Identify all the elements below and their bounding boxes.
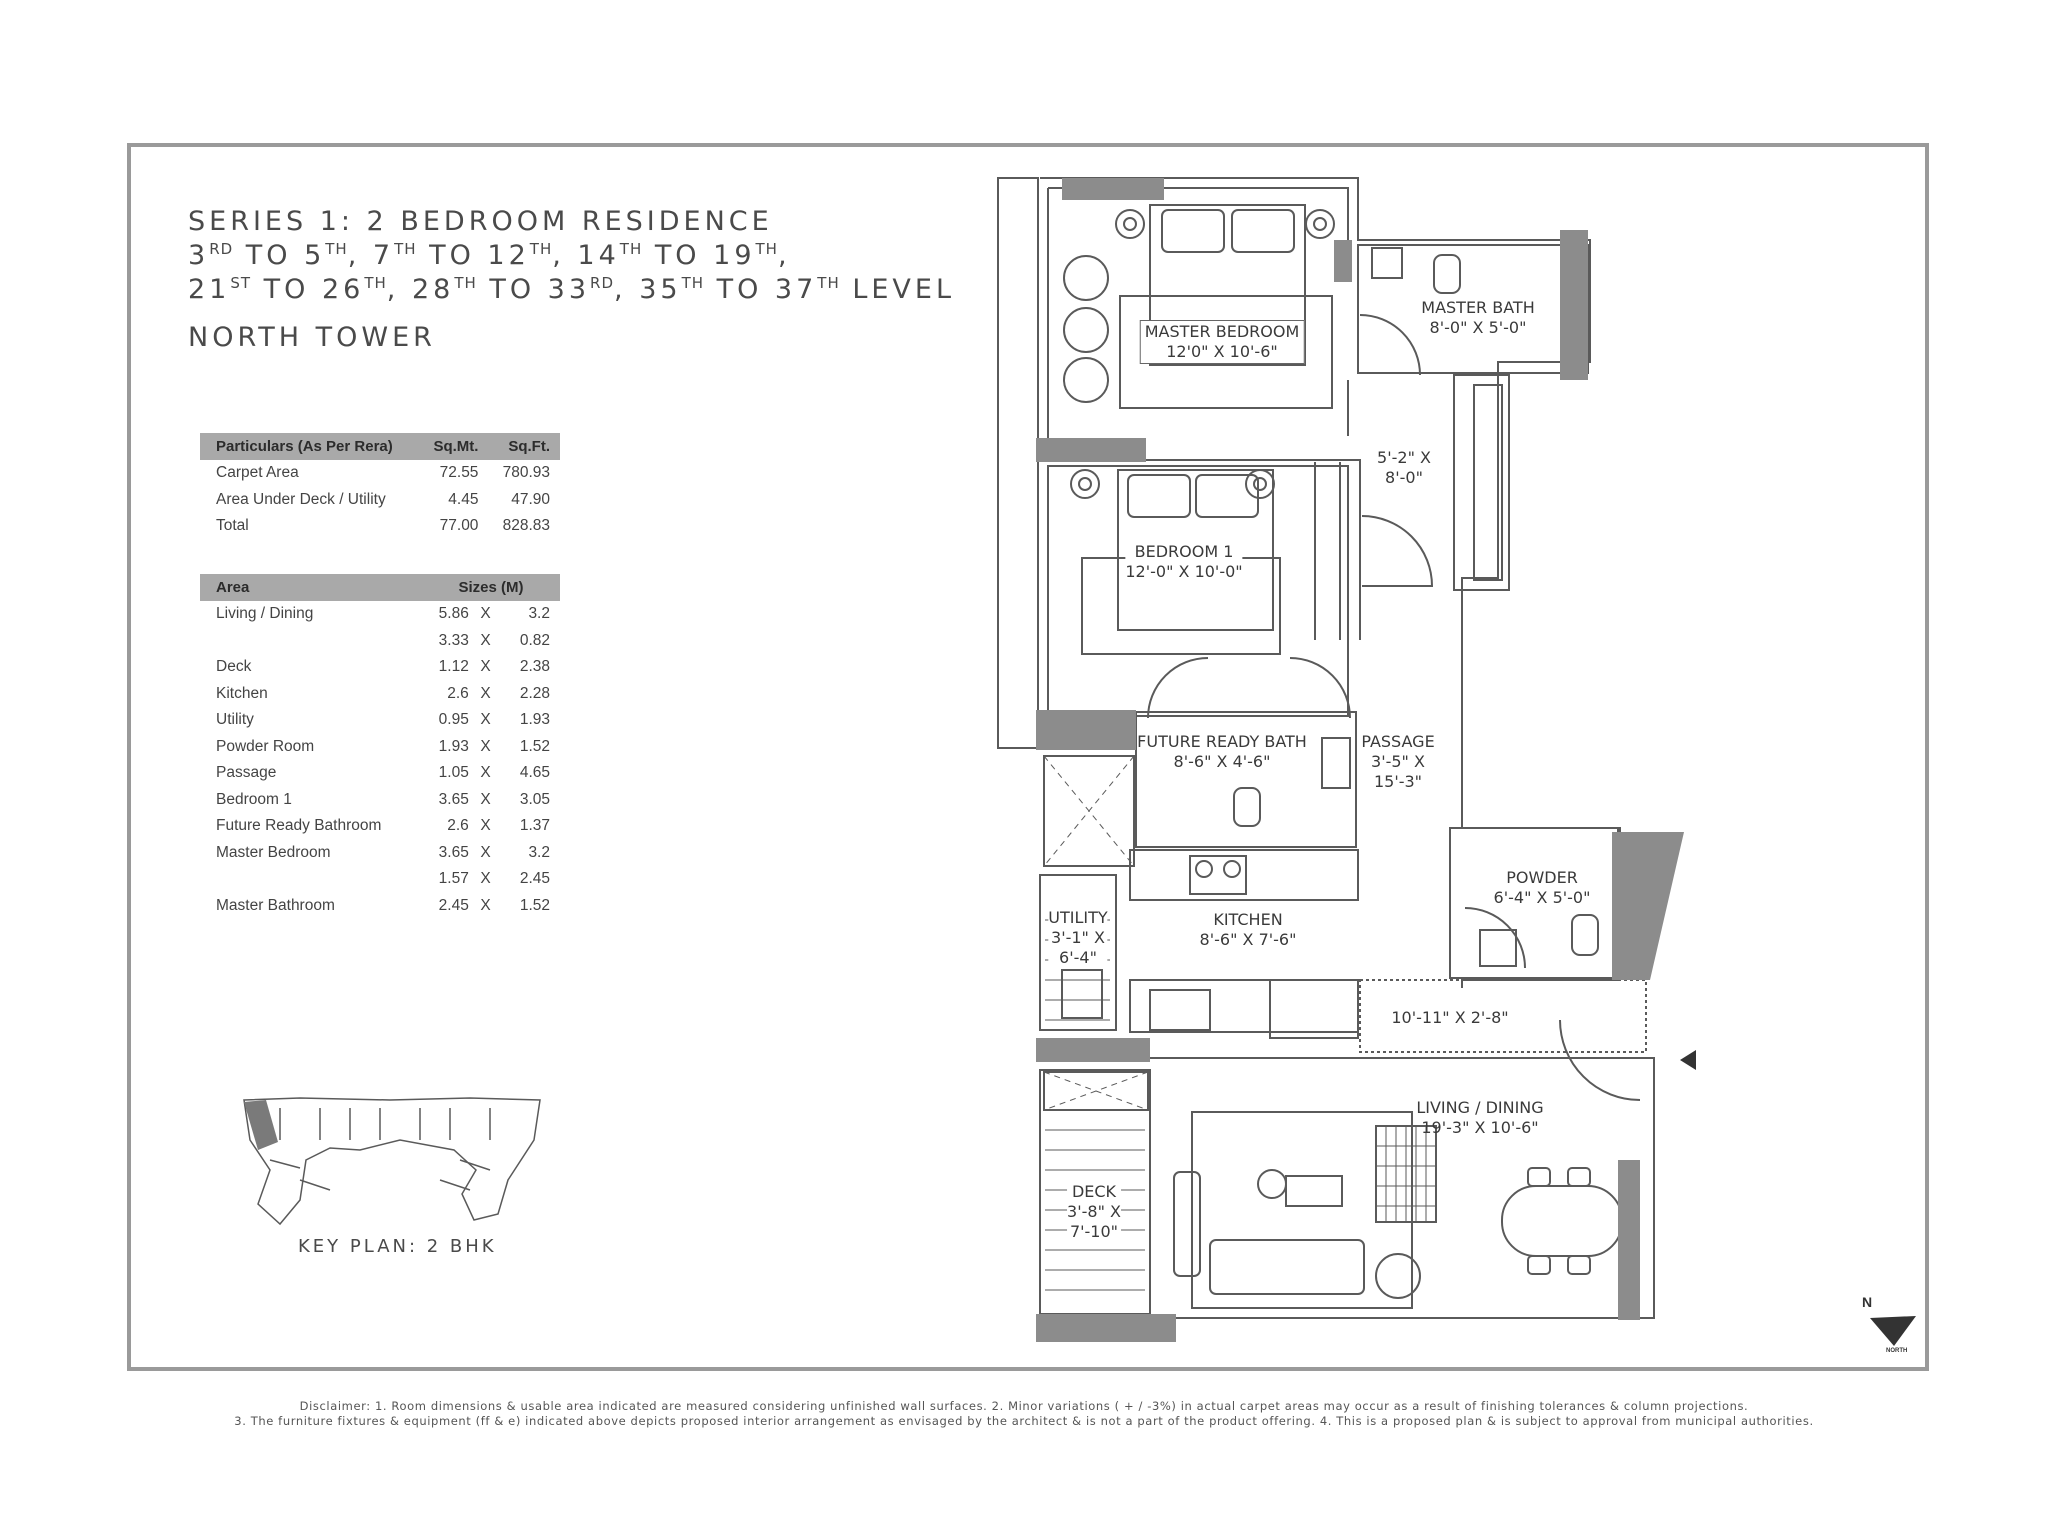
master-bath-size: 8'-0" X 5'-0": [1429, 318, 1527, 337]
size-x: X: [480, 605, 491, 623]
size-width: 0.82: [519, 631, 550, 649]
size-x: X: [480, 790, 491, 808]
future-bath-name: FUTURE READY BATH: [1137, 732, 1307, 751]
size-width: 4.65: [519, 764, 550, 782]
area-particular: Area Under Deck / Utility: [216, 490, 386, 508]
size-width: 1.52: [519, 737, 550, 755]
size-area-name: Kitchen: [216, 684, 268, 702]
closet-size-b: 8'-0": [1385, 468, 1423, 487]
size-area-name: Future Ready Bathroom: [216, 817, 382, 835]
size-area-name: Bedroom 1: [216, 790, 292, 808]
size-width: 2.28: [519, 684, 550, 702]
deck-name: DECK: [1071, 1182, 1117, 1201]
bedroom1-name: BEDROOM 1: [1134, 542, 1234, 561]
living-rug: [1192, 1112, 1412, 1308]
size-x: X: [480, 631, 491, 649]
size-x: X: [480, 764, 491, 782]
size-length: 5.86: [438, 605, 469, 623]
disclaimer-line-1: Disclaimer: 1. Room dimensions & usable area indicated are measured considering unfinished wall surfaces. 2. Minor variations ( + / -3%) in actual carpet areas may occur as a result of finishing tolerances & column projections.: [299, 1399, 1749, 1413]
size-length: 0.95: [438, 711, 469, 729]
passage-size-a: 3'-5" X: [1371, 752, 1425, 771]
future-bath-size: 8'-6" X 4'-6": [1173, 752, 1271, 771]
size-area-name: Master Bathroom: [216, 896, 335, 914]
size-width: 3.2: [528, 843, 550, 861]
size-length: 1.05: [438, 764, 469, 782]
key-plan-unit-highlight: [244, 1100, 278, 1150]
disclaimer: [0, 1399, 2048, 1429]
area-sqft: 47.90: [511, 490, 550, 508]
size-area-name: Deck: [216, 658, 252, 676]
size-width: 2.45: [519, 870, 550, 888]
sofa: [1210, 1240, 1364, 1294]
size-length: 3.65: [438, 790, 469, 808]
levels-line-2: 21ST TO 26TH, 28TH TO 33RD, 35TH TO 37TH LEVEL: [188, 274, 956, 305]
size-length: 2.6: [447, 817, 469, 835]
size-width: 1.37: [519, 817, 550, 835]
deck-size-b: 7'-10": [1069, 1222, 1119, 1241]
bedroom1-label: [1125, 542, 1242, 582]
area-sqft: 828.83: [502, 517, 550, 535]
size-area-name: Powder Room: [216, 737, 315, 755]
extension-size: 10'-11" X 2'-8": [1391, 1008, 1509, 1027]
passage-label: [1361, 732, 1434, 792]
series-title: SERIES 1: 2 BEDROOM RESIDENCE: [188, 206, 773, 237]
future-bath-label: [1137, 732, 1307, 772]
size-area-name: Master Bedroom: [216, 843, 331, 861]
area-sqmt: 4.45: [448, 490, 479, 508]
utility-size-a: 3'-1" X: [1051, 928, 1105, 947]
passage-size-b: 15'-3": [1373, 772, 1423, 791]
area-particular: Total: [216, 517, 249, 535]
kitchen-name: KITCHEN: [1213, 910, 1283, 929]
size-width: 1.52: [519, 896, 550, 914]
size-x: X: [480, 737, 491, 755]
utility-name: UTILITY: [1048, 908, 1108, 927]
key-plan-label: KEY PLAN: 2 BHK: [298, 1236, 497, 1257]
living-label: [1416, 1098, 1543, 1138]
entry-arrow-icon: [1680, 1050, 1696, 1070]
area-particular: Carpet Area: [216, 464, 299, 482]
size-x: X: [480, 843, 491, 861]
size-x: X: [480, 658, 491, 676]
size-width: 1.93: [519, 711, 550, 729]
size-area-name: Living / Dining: [216, 605, 314, 623]
master-bedroom-size: 12'0" X 10'-6": [1166, 342, 1278, 361]
size-length: 2.45: [438, 896, 469, 914]
size-length: 1.93: [438, 737, 469, 755]
closet-outline: [1454, 375, 1509, 590]
north-caption: NORTH: [1886, 1348, 1908, 1354]
area-sqmt: 72.55: [439, 464, 479, 482]
powder-name: POWDER: [1506, 868, 1578, 887]
bedroom-balcony-ledge: [998, 178, 1038, 748]
size-length: 3.65: [438, 843, 469, 861]
north-arrow-icon: [1870, 1316, 1916, 1346]
header-sizes: Sizes (M): [414, 574, 560, 601]
deck-size-a: 3'-8" X: [1067, 1202, 1121, 1221]
area-sqmt: 77.00: [439, 517, 479, 535]
header-sqft: Sq.Ft.: [488, 433, 560, 460]
living-name: LIVING / DINING: [1416, 1098, 1544, 1117]
closet-size-a: 5'-2" X: [1377, 448, 1431, 467]
closet-label: [1377, 448, 1431, 488]
size-area-name: Passage: [216, 764, 277, 782]
deck-label: [1067, 1182, 1121, 1242]
size-x: X: [480, 684, 491, 702]
size-x: X: [480, 896, 491, 914]
disclaimer-line-2: 3. The furniture fixtures & equipment (ff & e) indicated above depicts proposed interior arrangement as envisaged by the architect & is not a part of the product offering. 4. This is a proposed plan & is subject to approval from municipal authorities.: [234, 1414, 1814, 1428]
master-bath-name: MASTER BATH: [1421, 298, 1535, 317]
tower-name: NORTH TOWER: [188, 322, 436, 353]
living-outline: [1150, 1058, 1654, 1318]
kitchen-size: 8'-6" X 7'-6": [1199, 930, 1297, 949]
powder-label: [1494, 868, 1591, 908]
header-area: Area: [200, 574, 414, 601]
kitchen-label: [1200, 910, 1297, 950]
size-width: 3.2: [528, 605, 550, 623]
size-x: X: [480, 870, 491, 888]
master-bedroom-name: MASTER BEDROOM: [1144, 322, 1300, 341]
header-particulars: Particulars (As Per Rera): [200, 433, 420, 460]
levels-line-1: 3RD TO 5TH, 7TH TO 12TH, 14TH TO 19TH,: [188, 240, 791, 271]
passage-name: PASSAGE: [1361, 732, 1435, 751]
north-letter: N: [1862, 1294, 1873, 1310]
size-x: X: [480, 817, 491, 835]
utility-label: [1048, 908, 1107, 968]
master-bedroom-label: [1140, 320, 1305, 364]
key-plan-drawing: [244, 1098, 540, 1224]
living-size: 19'-3" X 10'-6": [1421, 1118, 1539, 1137]
powder-size: 6'-4" X 5'-0": [1493, 888, 1591, 907]
size-area-name: Utility: [216, 711, 254, 729]
master-bath-label: [1421, 298, 1534, 338]
size-length: 1.57: [438, 870, 469, 888]
size-length: 2.6: [447, 684, 469, 702]
size-length: 3.33: [438, 631, 469, 649]
extension-label: [1391, 1008, 1508, 1028]
armchair: [1174, 1172, 1200, 1276]
size-x: X: [480, 711, 491, 729]
utility-size-b: 6'-4": [1059, 948, 1097, 967]
size-width: 3.05: [519, 790, 550, 808]
size-width: 2.38: [519, 658, 550, 676]
header-sqmt: Sq.Mt.: [420, 433, 489, 460]
dining-table: [1502, 1186, 1622, 1256]
area-sqft: 780.93: [502, 464, 550, 482]
bedroom1-size: 12'-0" X 10'-0": [1125, 562, 1243, 581]
size-length: 1.12: [438, 658, 469, 676]
